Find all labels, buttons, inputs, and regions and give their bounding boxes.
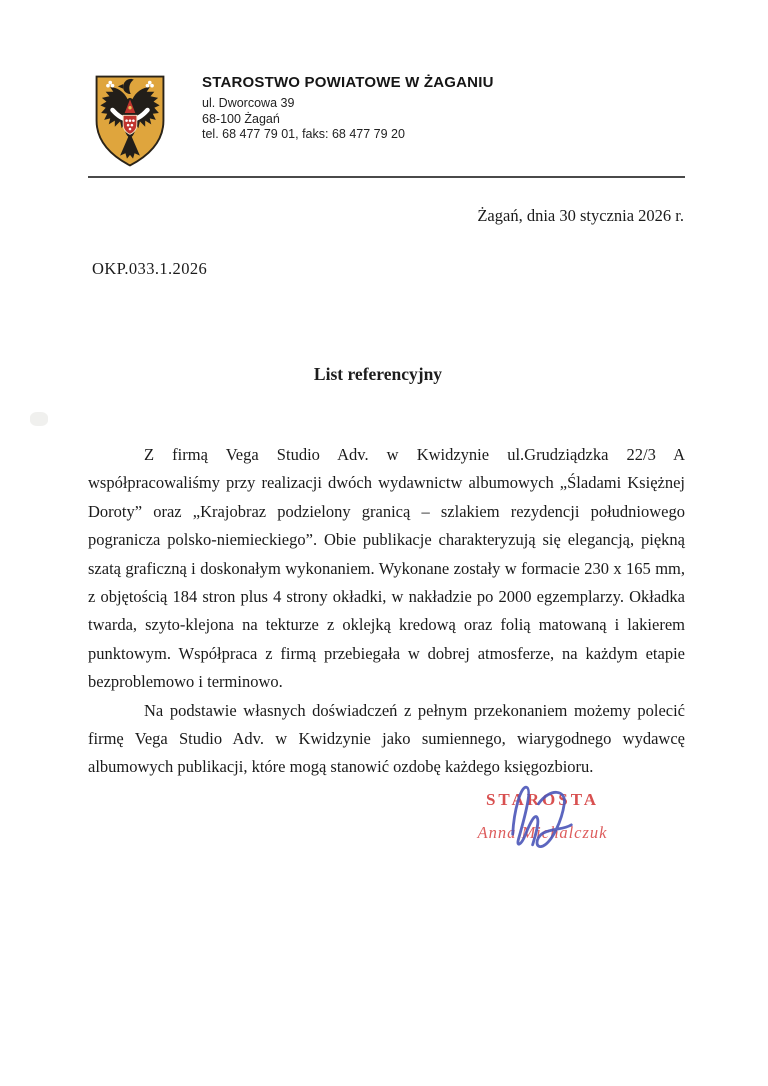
body-paragraph-2: Na podstawie własnych doświadczeń z pełnym przekonaniem możemy polecić firmę Vega Studio Adv. w Kwidzynie jako sumiennego, wiarygodnego wydawcę albumowych publikacji, które mogą stanowić ozdobę każdego księgozbioru. [88, 700, 685, 777]
date-line: Żagań, dnia 30 stycznia 2026 r. [477, 206, 684, 225]
letter-title: List referencyjny [313, 364, 443, 384]
org-name: STAROSTWO POWIATOWE W ŻAGANIU [202, 74, 494, 91]
letterhead-text [202, 74, 682, 143]
signature-name: Anna Michalczuk [477, 823, 608, 842]
signature-role: STAROSTA [485, 790, 600, 809]
letterhead [92, 70, 688, 174]
address-city: 68-100 Żagań [202, 111, 280, 126]
address-phone: tel. 68 477 79 01, faks: 68 477 79 20 [202, 127, 405, 141]
letterhead-divider [88, 176, 685, 178]
body-paragraph-1: Z firmą Vega Studio Adv. w Kwidzynie ul.Grudziądzka 22/3 A współpracowaliśmy przy realizacji dwóch wydawnictw albumowych „Śladami Księżnej Doroty” oraz „Krajobraz podzielony granicą – szlakiem rezydencji południowego pogranicza polsko-niemieckiego”. Obie publikacje charakteryzują się elegancją, piękną szatą graficzną i doskonałym wykonaniem. Wykonane zostały w formacie 230 x 165 mm, z objętością 184 stron plus 4 strony okładki, w nakładzie po 2000 egzemplarzy. Okładka twarda, szyto-klejona na tekturze z oklejką kredową oraz folią matowaną i lakierem punktowym. Współpraca z firmą przebiegała w dobrej atmosferze, na każdym etapie bezproblemowo i terminowo. [88, 445, 685, 692]
signature-block [450, 790, 635, 843]
coat-of-arms-icon [92, 72, 168, 170]
reference-number: OKP.033.1.2026 [92, 259, 208, 278]
scan-artifact [30, 412, 48, 426]
letter-body [88, 441, 685, 782]
address-street: ul. Dworcowa 39 [202, 96, 295, 110]
